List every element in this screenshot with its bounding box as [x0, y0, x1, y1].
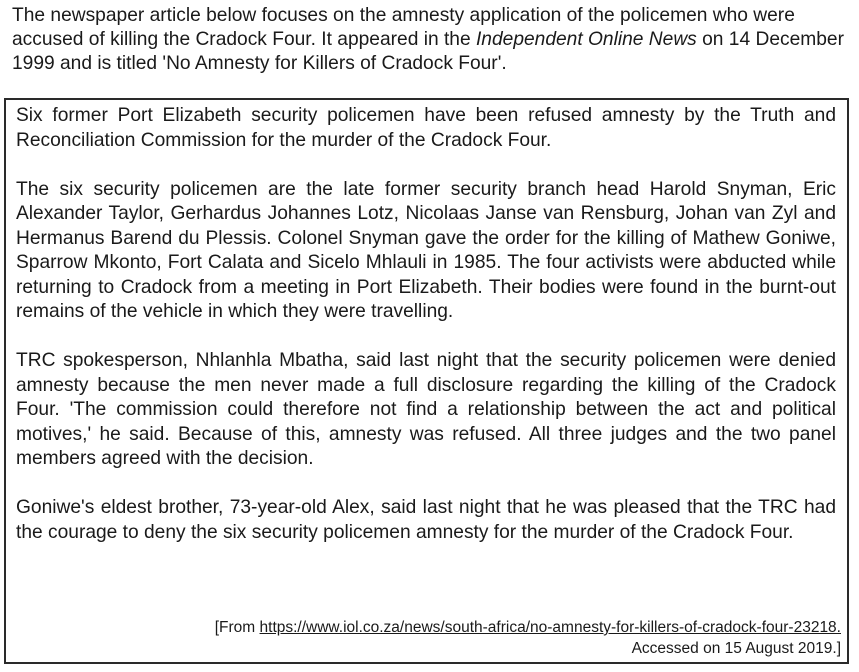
citation-line-1: [215, 617, 841, 638]
article-paragraph-3: TRC spokesperson, Nhlanhla Mbatha, said last night that the security policemen were denied amnesty because the men never made a full disclosure regarding the killing of the Cradock Four. 'The commission could therefore not find a relationship between the act and political motives,' he said. Because of this, amnesty was refused. All three judges and the two panel members agreed with the decision.: [16, 350, 836, 469]
article-paragraph-1: Six former Port Elizabeth security policemen have been refused amnesty by the Truth and Reconciliation Commission for the murder of the Cradock Four.: [16, 105, 836, 151]
introduction-text: [12, 4, 847, 76]
article-paragraph-2: The six security policemen are the late former security branch head Harold Snyman, Eric Alexander Taylor, Gerhardus Johannes Lotz, Nicolaas Janse van Rensburg, Johan van Zyl and Hermanus Barend du Plessis. Colonel Snyman gave the order for the killing of Mathew Goniwe, Sparrow Mkonto, Fort Calata and Sicelo Mhlauli in 1985. The four activists were abducted while returning to Cradock from a meeting in Port Elizabeth. Their bodies were found in the burnt-out remains of the vehicle in which they were travelling.: [16, 178, 836, 322]
citation-prefix: [From: [214, 619, 260, 636]
source-citation: [215, 617, 841, 659]
citation-accessed-date: Accessed on 15 August 2019.]: [631, 640, 841, 657]
intro-text-part2: on 14 December 1999 and is titled 'No Amnesty for Killers of Cradock Four'.: [12, 29, 844, 74]
source-box: [4, 98, 849, 664]
article-paragraph-4: Goniwe's eldest brother, 73-year-old Alex, said last night that he was pleased that the TRC had the courage to deny the six security policemen amnesty for the murder of the Cradock Four.: [16, 497, 836, 543]
introduction-paragraph: [12, 4, 847, 76]
publication-name: Independent Online News: [475, 29, 697, 50]
intro-text-part1: The newspaper article below focuses on the amnesty application of the policemen who were accused of killing the Cradock Four. It appeared in the: [12, 5, 795, 50]
article-text: [16, 104, 836, 545]
citation-url-link[interactable]: https://www.iol.co.za/news/south-africa/no-amnesty-for-killers-of-cradock-four-23218.: [259, 619, 841, 636]
